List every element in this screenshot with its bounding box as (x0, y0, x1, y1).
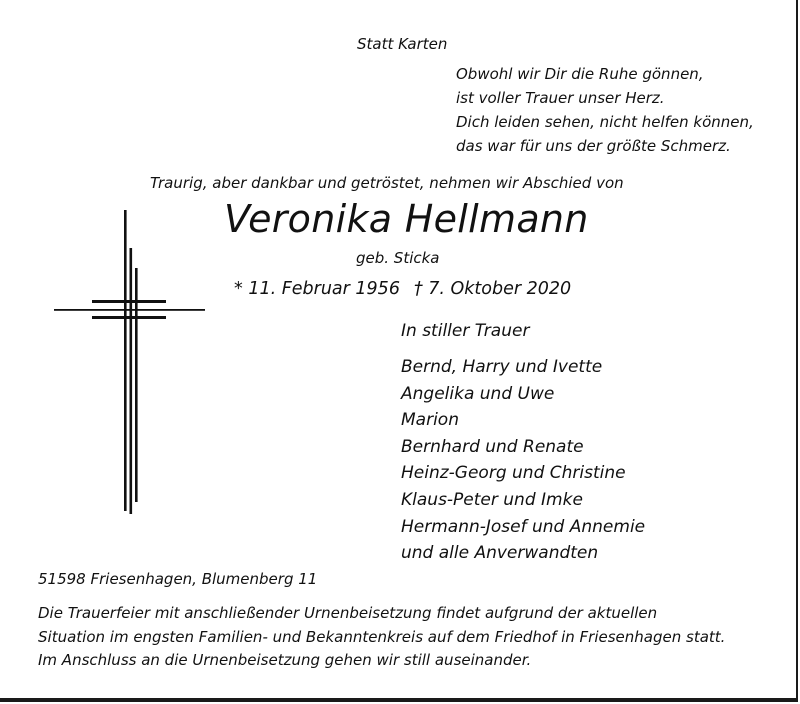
mourners-heading: In stiller Trauer (401, 321, 530, 341)
notice-line: Die Trauerfeier mit anschließender Urnenbeisetzung findet aufgrund der aktuellen (38, 604, 658, 622)
poem-line: ist voller Trauer unser Herz. (456, 89, 665, 107)
poem-line: das war für uns der größte Schmerz. (456, 137, 731, 155)
mourner-entry: Bernd, Harry und Ivette (401, 357, 603, 377)
mourner-entry: Angelika und Uwe (401, 383, 555, 404)
address: 51598 Friesenhagen, Blumenberg 11 (38, 570, 318, 588)
statt-karten-label: Statt Karten (357, 35, 448, 53)
poem (456, 62, 754, 158)
mourner-entry: und alle Anverwandten (401, 543, 599, 564)
birth-date: * 11. Februar 1956 (234, 279, 400, 299)
notice-line: Situation im engsten Familien- und Bekanntenkreis auf dem Friedhof in Friesenhagen statt. (38, 627, 726, 646)
farewell-intro: Traurig, aber dankbar und getröstet, nehmen wir Abschied von (150, 174, 624, 192)
cross-icon (50, 210, 208, 515)
funeral-notice (38, 602, 725, 673)
mourner-entry: Klaus-Peter und Imke (401, 489, 583, 510)
mourner-entry: Heinz-Georg und Christine (401, 463, 626, 484)
life-dates (234, 279, 571, 299)
birth-name: geb. Sticka (356, 249, 440, 267)
mourners-list (401, 354, 645, 567)
poem-line: Obwohl wir Dir die Ruhe gönnen, (456, 65, 704, 83)
mourner-entry: Hermann-Josef und Annemie (401, 516, 646, 537)
death-date: † 7. Oktober 2020 (413, 279, 572, 299)
notice-line: Im Anschluss an die Urnenbeisetzung gehen wir still auseinander. (38, 651, 532, 669)
poem-line: Dich leiden sehen, nicht helfen können, (456, 113, 754, 131)
mourner-entry: Marion (401, 410, 459, 431)
mourner-entry: Bernhard und Renate (401, 436, 584, 457)
deceased-name: Veronika Hellmann (224, 197, 589, 241)
